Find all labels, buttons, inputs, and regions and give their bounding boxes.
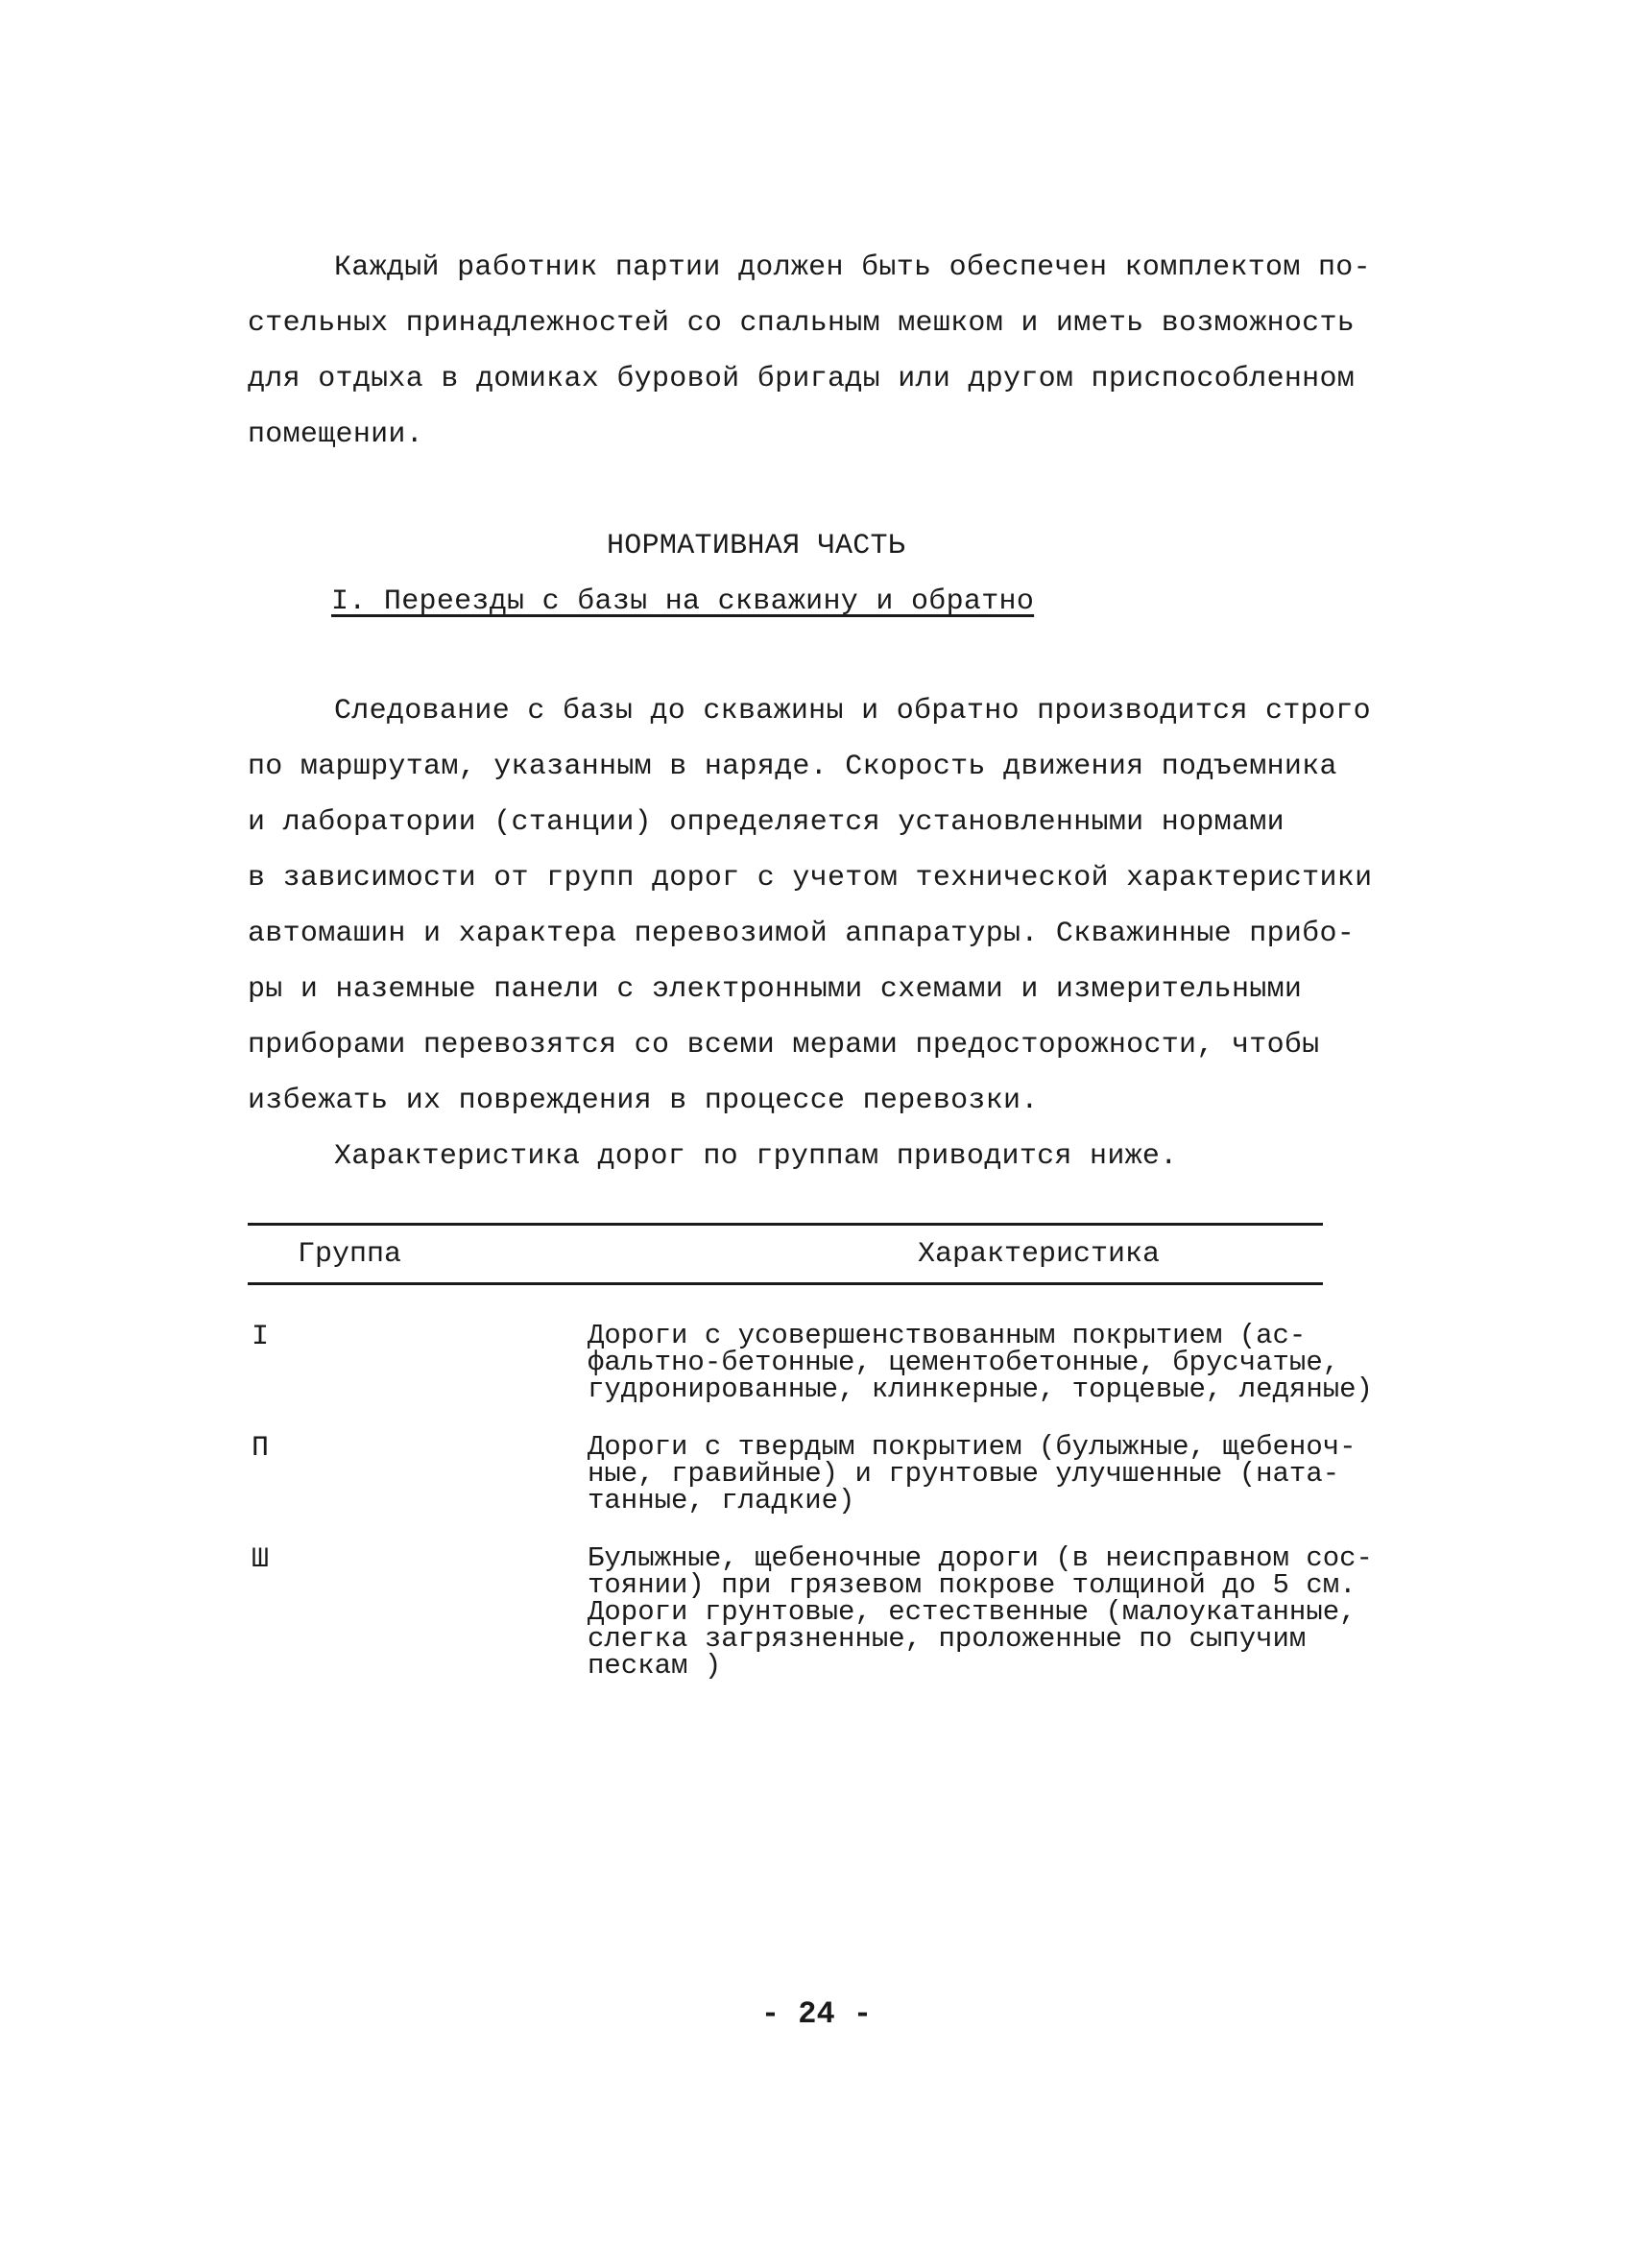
- table-row-text: пескам ): [588, 1650, 722, 1682]
- table-header-rule: [248, 1282, 1323, 1285]
- table-header-characteristic: Характеристика: [918, 1238, 1161, 1271]
- body-line-8: избежать их повреждения в процессе перевозки.: [248, 1085, 1039, 1117]
- body-line-3: и лаборатории (станции) определяется установленными нормами: [248, 806, 1285, 839]
- section-title: НОРМАТИВНАЯ ЧАСТЬ: [607, 530, 906, 562]
- table-row-text: фальтно-бетонные, цементобетонные, брусчатые,: [588, 1347, 1340, 1378]
- body-line-5: автомашин и характера перевозимой аппаратуры. Скважинные прибо-: [248, 918, 1356, 950]
- table-row-text: ные, гравийные) и грунтовые улучшенные (ната-: [588, 1458, 1340, 1490]
- table-row-group: I: [252, 1321, 270, 1353]
- body-line-4: в зависимости от групп дорог с учетом технической характеристики: [248, 862, 1373, 895]
- body-line-1: Следование с базы до скважины и обратно производится строго: [334, 695, 1371, 728]
- table-header-group: Группа: [298, 1238, 402, 1271]
- table-row-text: гудронированные, клинкерные, торцевые, ледяные): [588, 1373, 1373, 1405]
- table-row-text: Булыжные, щебеночные дороги (в неисправном сос-: [588, 1542, 1373, 1574]
- subsection-title: I. Переезды с базы на скважину и обратно: [331, 585, 1035, 618]
- table-row-text: слегка загрязненные, проложенные по сыпучим: [588, 1623, 1307, 1655]
- table-row-group: П: [252, 1432, 270, 1465]
- intro-line-4: помещении.: [248, 418, 424, 451]
- table-intro: Характеристика дорог по группам приводится ниже.: [334, 1140, 1178, 1173]
- intro-line-2: стельных принадлежностей со спальным мешком и иметь возможность: [248, 307, 1356, 340]
- body-line-2: по маршрутам, указанным в наряде. Скорость движения подъемника: [248, 751, 1337, 783]
- body-line-7: приборами перевозятся со всеми мерами предосторожности, чтобы: [248, 1029, 1320, 1062]
- table-row-text: тоянии) при грязевом покрове толщиной до 5 см.: [588, 1569, 1357, 1601]
- table-top-rule: [248, 1223, 1323, 1226]
- table-row-text: Дороги с твердым покрытием (булыжные, щебеноч-: [588, 1431, 1357, 1463]
- table-row-text: Дороги грунтовые, естественные (малоукатанные,: [588, 1596, 1357, 1628]
- body-line-6: ры и наземные панели с электронными схемами и измерительными: [248, 973, 1303, 1006]
- table-row-group: Ш: [252, 1543, 270, 1576]
- intro-line-1: Каждый работник партии должен быть обеспечен комплектом по-: [334, 251, 1371, 284]
- intro-line-3: для отдыха в домиках буровой бригады или другом приспособленном: [248, 363, 1356, 395]
- table-row-text: Дороги с усовершенствованным покрытием (ас-: [588, 1320, 1307, 1351]
- page-number: - 24 -: [760, 1996, 873, 2032]
- table-row-text: танные, гладкие): [588, 1485, 855, 1516]
